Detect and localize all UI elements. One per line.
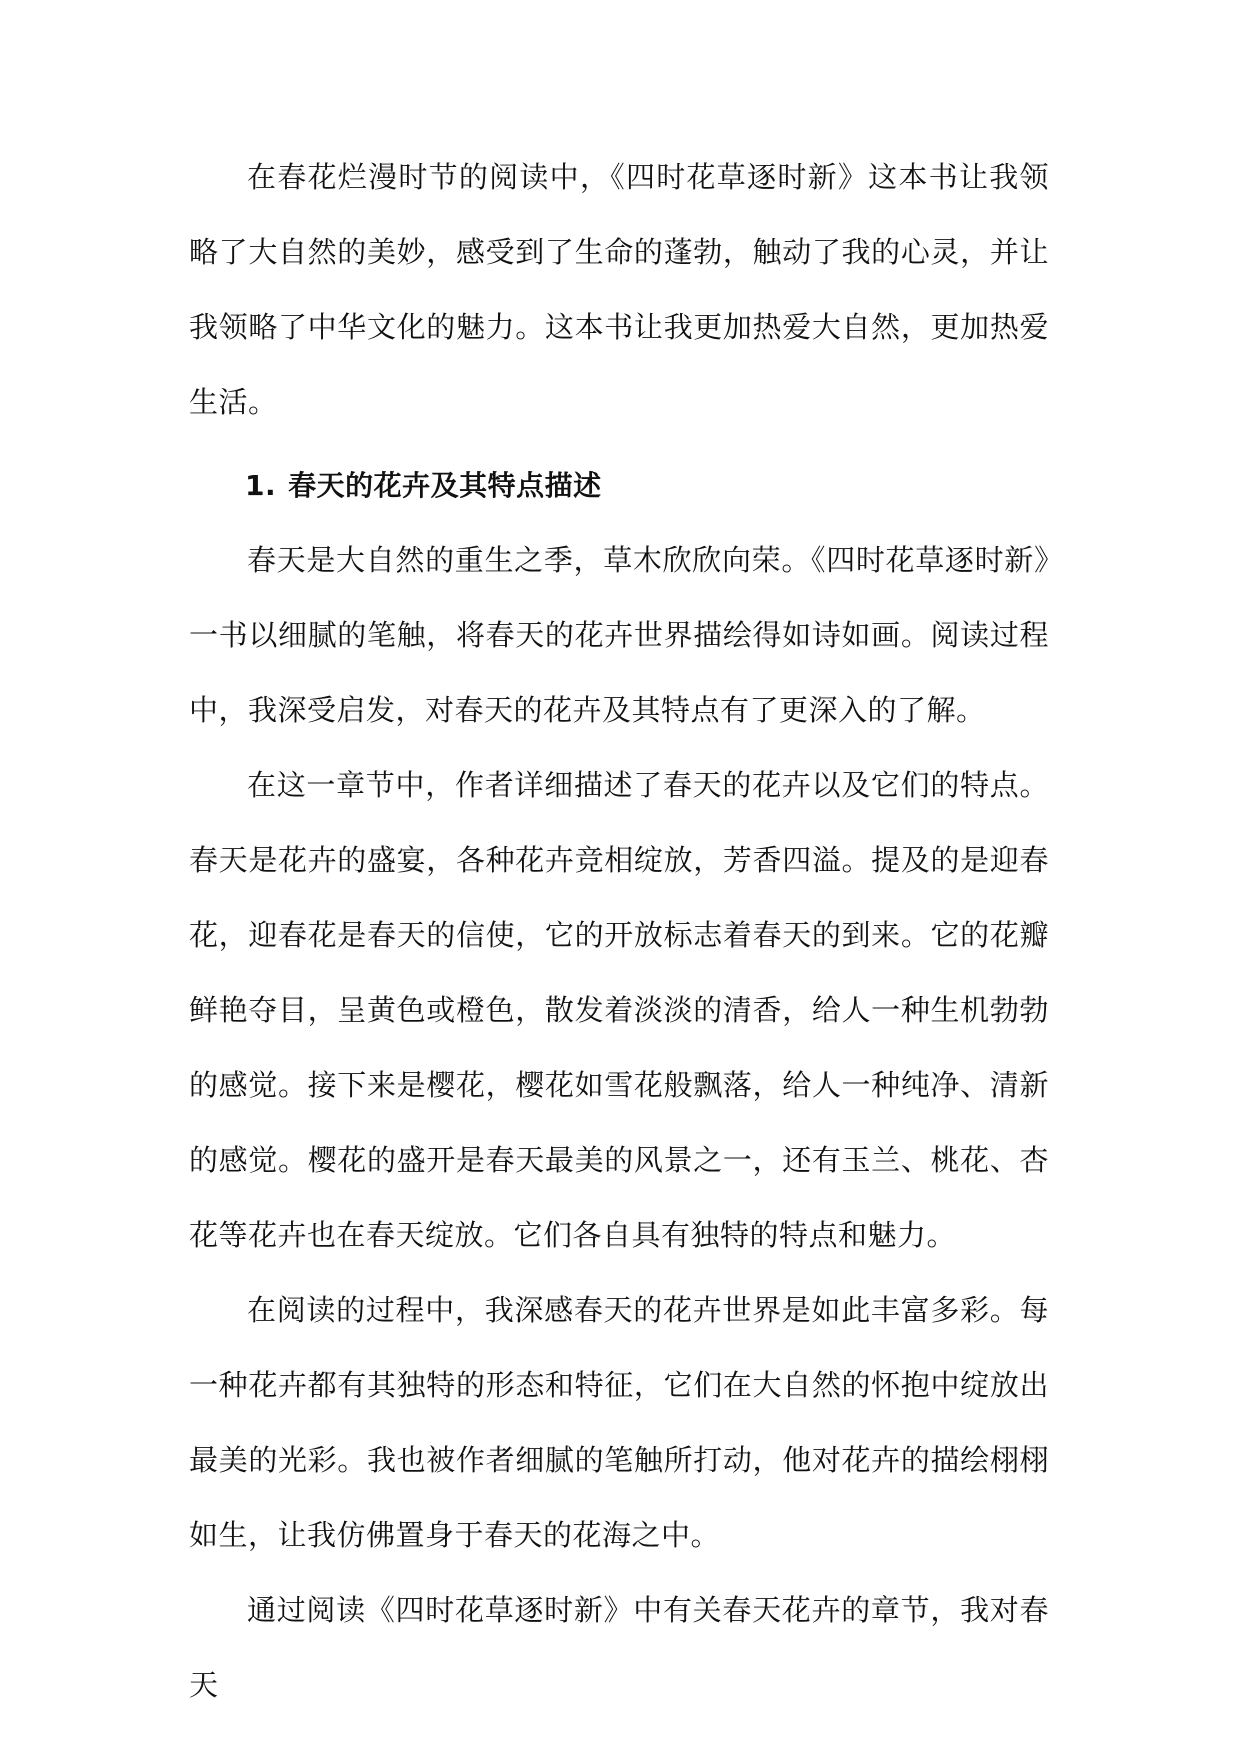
- body-paragraph: 通过阅读《四时花草逐时新》中有关春天花卉的章节，我对春天: [189, 1593, 1049, 1702]
- section-heading: [189, 448, 1049, 523]
- body-paragraph: 春天是大自然的重生之季，草木欣欣向荣。《四时花草逐时新》一书以细腻的笔触，将春天的花卉世界描绘得如诗如画。阅读过程中，我深受启发，对春天的花卉及其特点有了更深入的了解。: [189, 543, 1049, 727]
- body-paragraph: 在这一章节中，作者详细描述了春天的花卉以及它们的特点。春天是花卉的盛宴，各种花卉竞相绽放，芳香四溢。提及的是迎春花，迎春花是春天的信使，它的开放标志着春天的到来。它的花瓣鲜艳夺目，呈黄色或橙色，散发着淡淡的清香，给人一种生机勃勃的感觉。接下来是樱花，樱花如雪花般飘落，给人一种纯净、清新的感觉。樱花的盛开是春天最美的风景之一，还有玉兰、桃花、杏花等花卉也在春天绽放。它们各自具有独特的特点和魅力。: [189, 768, 1049, 1252]
- intro-paragraph: 在春花烂漫时节的阅读中，《四时花草逐时新》这本书让我领略了大自然的美妙，感受到了生命的蓬勃，触动了我的心灵，并让我领略了中华文化的魅力。这本书让我更加热爱大自然，更加热爱生活。: [189, 160, 1049, 419]
- section-number: 1.: [245, 469, 277, 502]
- document-body: [189, 140, 1049, 1723]
- section-title: 春天的花卉及其特点描述: [288, 469, 602, 502]
- body-paragraph: 在阅读的过程中，我深感春天的花卉世界是如此丰富多彩。每一种花卉都有其独特的形态和特征，它们在大自然的怀抱中绽放出最美的光彩。我也被作者细腻的笔触所打动，他对花卉的描绘栩栩如生，让我仿佛置身于春天的花海之中。: [189, 1293, 1049, 1552]
